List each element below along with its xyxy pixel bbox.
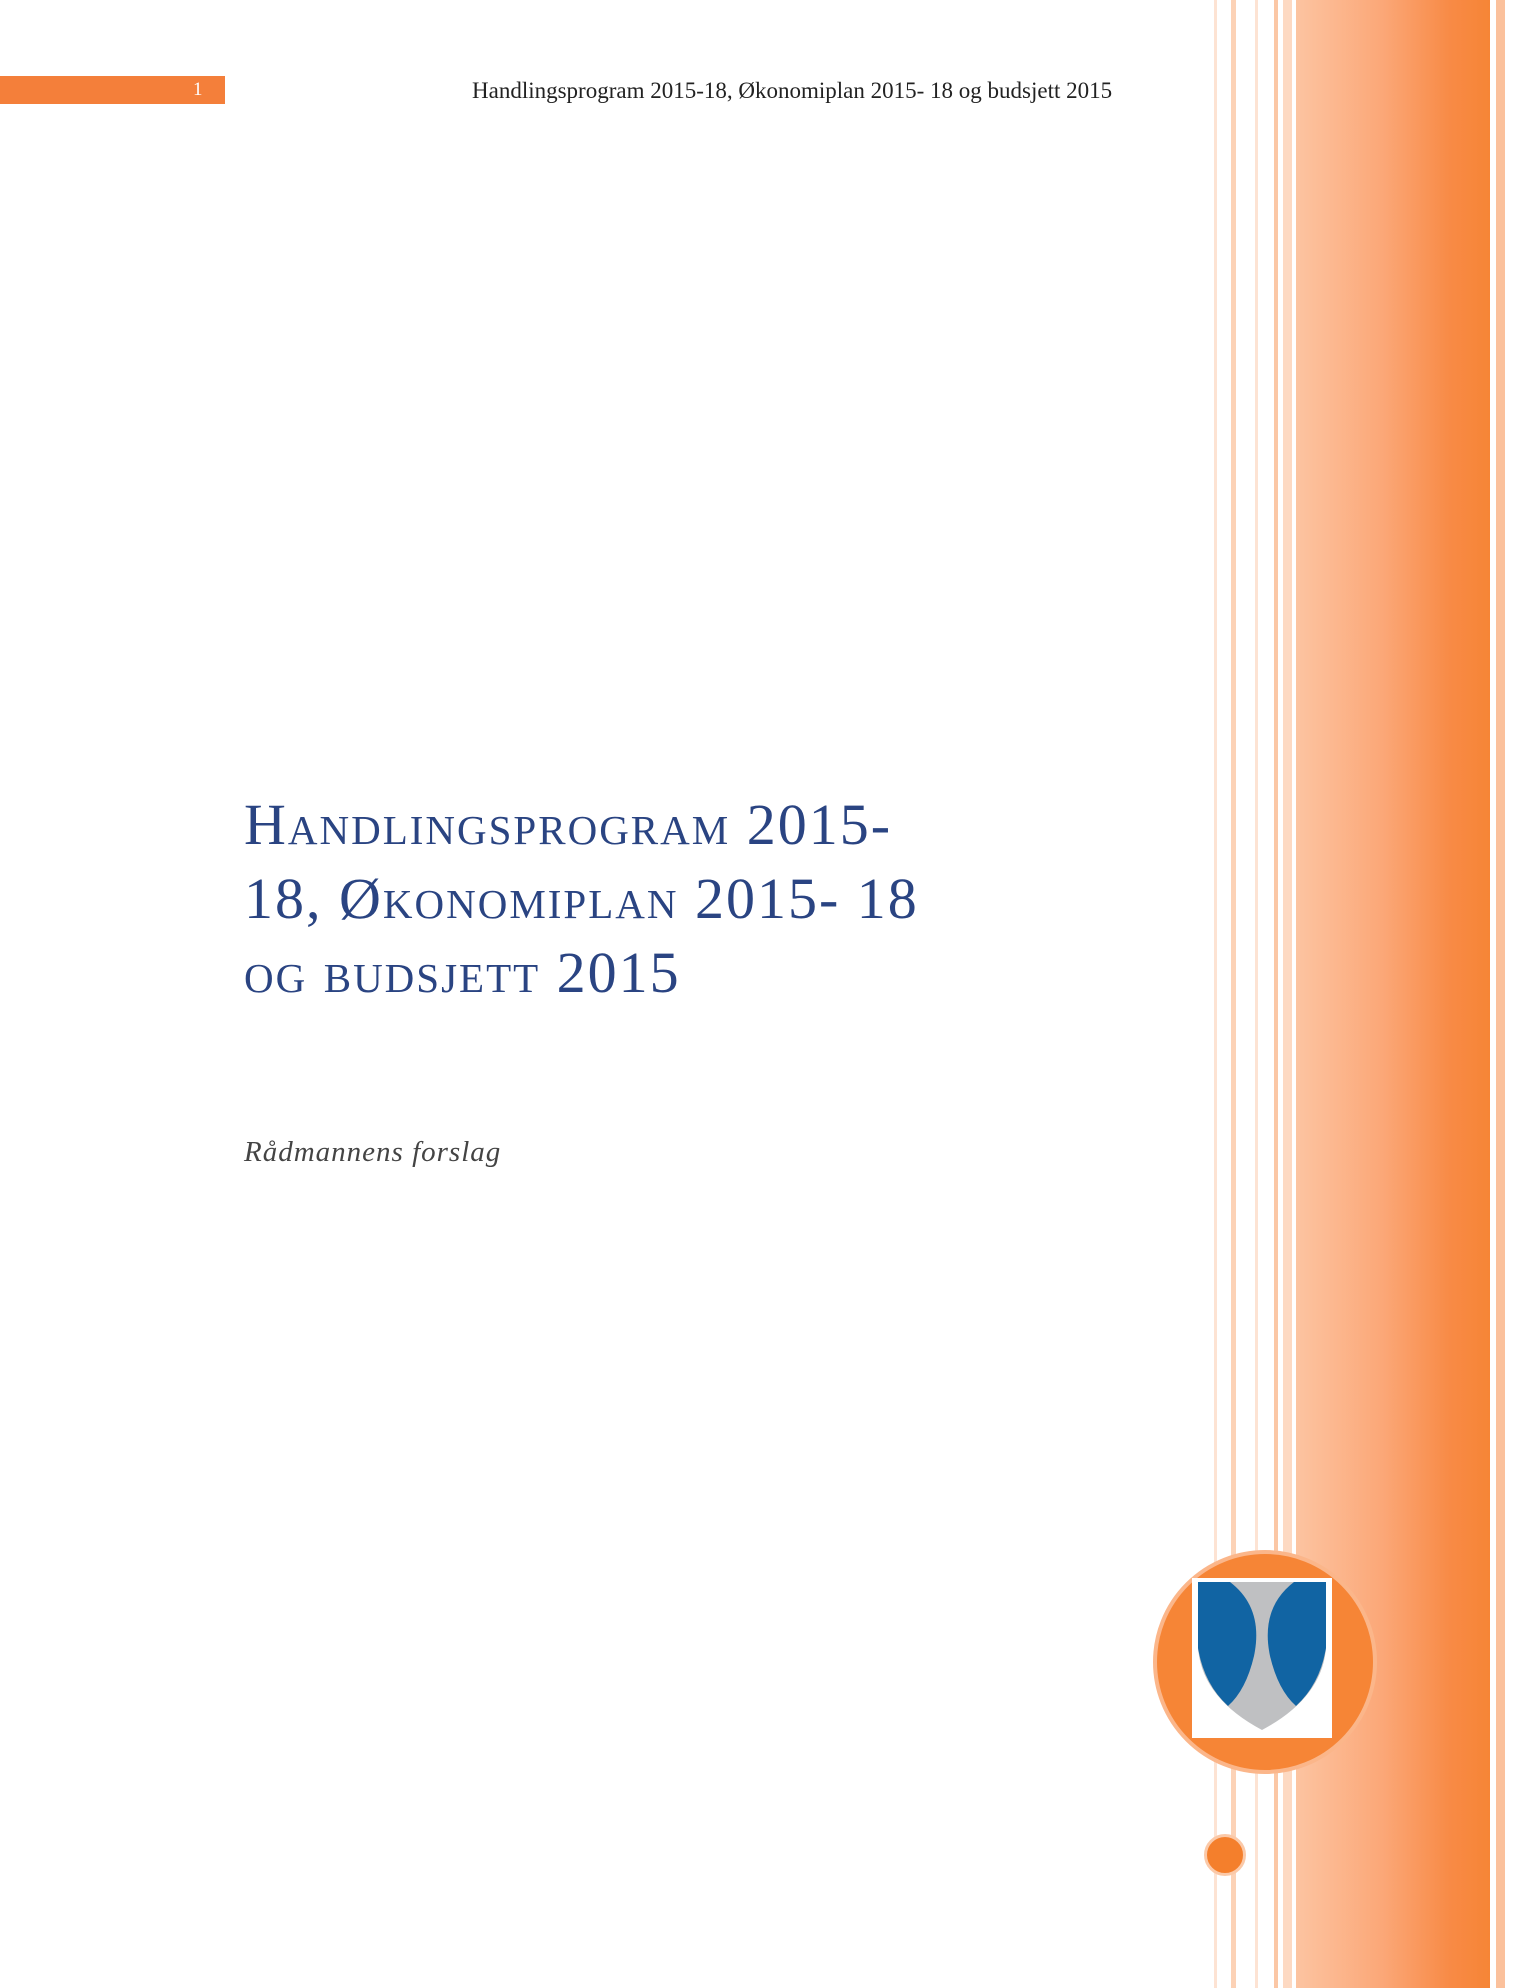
coat-of-arms-graphic bbox=[1192, 1578, 1332, 1738]
decorative-dot bbox=[1204, 1834, 1246, 1876]
title-line-1: Handlingsprogram 2015- bbox=[244, 792, 893, 857]
title-line-2: 18, Økonomiplan 2015- 18 bbox=[244, 866, 919, 931]
municipal-coat-of-arms-icon bbox=[1192, 1578, 1332, 1738]
running-header: Handlingsprogram 2015-18, Økonomiplan 2015- 18 og budsjett 2015 bbox=[472, 78, 1113, 103]
page-number: 1 bbox=[193, 79, 203, 100]
title-line-3: og budsjett 2015 bbox=[244, 940, 681, 1005]
document-subtitle: Rådmannens forslag bbox=[244, 1136, 502, 1168]
page-number-bar bbox=[0, 76, 225, 104]
document-title bbox=[244, 788, 1124, 1010]
decorative-line bbox=[1496, 0, 1505, 1988]
